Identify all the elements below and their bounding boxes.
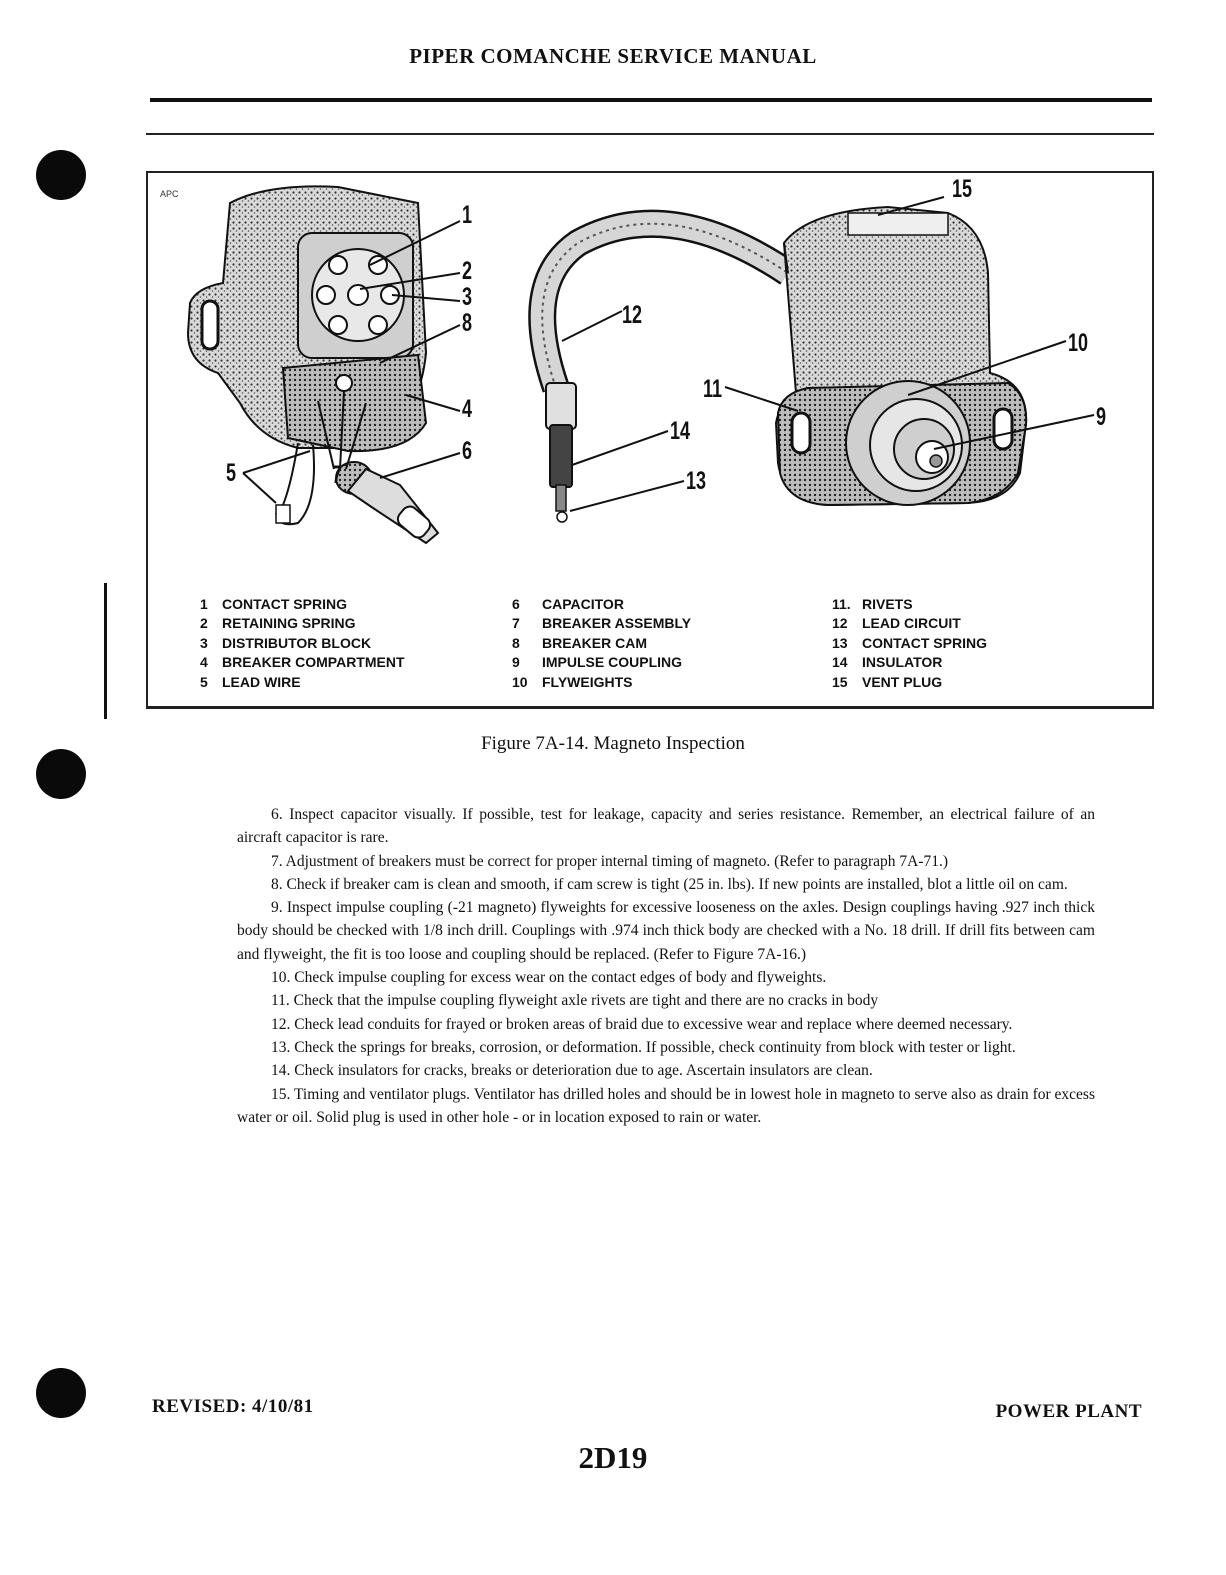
paragraph: 11. Check that the impulse coupling flyweight axle rivets are tight and there are no cracks in body: [271, 992, 879, 1010]
paragraph: 12. Check lead conduits for frayed or broken areas of braid due to excessive wear and replace where deemed necessary.: [271, 1015, 1013, 1033]
header-rule-thick: [150, 98, 1152, 102]
legend-item: 3 DISTRIBUTOR BLOCK: [200, 634, 372, 651]
figure-legend-col-2: [512, 595, 691, 692]
legend-item: 7 BREAKER ASSEMBLY: [512, 615, 692, 632]
footer-revised-date: REVISED: 4/10/81: [152, 1396, 314, 1417]
legend-item: 5 LEAD WIRE: [200, 673, 301, 690]
callout-6: 6: [462, 437, 473, 465]
callout-5: 5: [226, 459, 237, 487]
page-header-title: PIPER COMANCHE SERVICE MANUAL: [409, 44, 817, 68]
binder-hole-bottom: [36, 1368, 86, 1418]
callout-8: 8: [462, 309, 473, 337]
callout-15: 15: [952, 175, 973, 203]
callout-4: 4: [462, 395, 473, 423]
callout-12: 12: [622, 301, 643, 329]
paragraph: 6. Inspect capacitor visually. If possible, test for leakage, capacity and series resistance. Remember, an electrical failure of an aircraft capacitor is rare.: [237, 806, 1095, 847]
callout-13: 13: [686, 467, 707, 495]
legend-item: 1 CONTACT SPRING: [200, 596, 347, 612]
paragraph: 7. Adjustment of breakers must be correct for proper internal timing of magneto. (Refer to paragraph 7A-71.): [271, 852, 949, 870]
figure-frame: [146, 171, 1154, 709]
paragraph: 15. Timing and ventilator plugs. Ventilator has drilled holes and should be in lowest hole in magneto to serve also as drain for excess water or oil. Solid plug is used in other hole - or in location exposed to rain or water.: [237, 1085, 1095, 1126]
lead-circuit-drawing: [542, 224, 788, 522]
art-code-tag: APC: [160, 189, 179, 199]
callout-9: 9: [1096, 403, 1107, 431]
callout-2: 2: [462, 257, 473, 285]
figure-legend-col-3: [832, 595, 987, 692]
callout-14: 14: [670, 417, 691, 445]
revision-margin-bar: [104, 583, 107, 719]
paragraph: 8. Check if breaker cam is clean and smooth, if cam screw is tight (25 in. lbs). If new points are installed, blot a little oil on cam.: [271, 875, 1068, 893]
binder-hole-middle: [36, 749, 86, 799]
binder-hole-top: [36, 150, 86, 200]
legend-item: 15 VENT PLUG: [832, 673, 943, 690]
paragraph: 10. Check impulse coupling for excess wear on the contact edges of body and flyweights.: [271, 969, 827, 987]
legend-item: 10 FLYWEIGHTS: [512, 673, 633, 690]
legend-item: 11. RIVETS: [832, 596, 913, 612]
paragraph: 14. Check insulators for cracks, breaks or deterioration due to age. Ascertain insulators are clean.: [271, 1062, 873, 1080]
right-magneto-drawing: [725, 197, 1094, 505]
paragraph: 13. Check the springs for breaks, corrosion, or deformation. If possible, check continuity from block with tester or light.: [271, 1038, 1016, 1056]
legend-item: 9 IMPULSE COUPLING: [512, 654, 683, 671]
callout-1: 1: [462, 201, 473, 229]
legend-item: 14 INSULATOR: [832, 654, 943, 671]
header-rule-thin: [146, 133, 1154, 135]
figure-legend-col-1: [200, 595, 405, 692]
callout-10: 10: [1068, 329, 1089, 357]
figure-caption: Figure 7A-14. Magneto Inspection: [481, 733, 745, 754]
legend-item: 4 BREAKER COMPARTMENT: [200, 654, 405, 671]
legend-item: 12 LEAD CIRCUIT: [832, 615, 961, 632]
legend-item: 2 RETAINING SPRING: [200, 615, 356, 632]
callout-7: 7: [332, 461, 343, 489]
footer-section-name: POWER PLANT: [995, 1401, 1142, 1422]
body-text: [237, 803, 1095, 1129]
left-magneto-drawing: [188, 186, 460, 543]
legend-item: 6 CAPACITOR: [512, 596, 624, 612]
page-id: 2D19: [578, 1440, 648, 1475]
legend-item: 8 BREAKER CAM: [512, 634, 647, 651]
callout-11: 11: [703, 375, 723, 403]
legend-item: 13 CONTACT SPRING: [832, 634, 987, 651]
paragraph: 9. Inspect impulse coupling (-21 magneto) flyweights for excessive looseness on the axles. Design couplings having .927 inch thick body should be checked with 1/8 inch drill. Couplings with .974 inch thick body are checked with a No. 18 drill. If drill fits between cam and flyweight, the fit is too loose and coupling should be replaced. (Refer to Figure 7A-16.): [237, 899, 1095, 963]
magneto-illustration: [148, 173, 1152, 593]
callout-3: 3: [462, 283, 473, 311]
